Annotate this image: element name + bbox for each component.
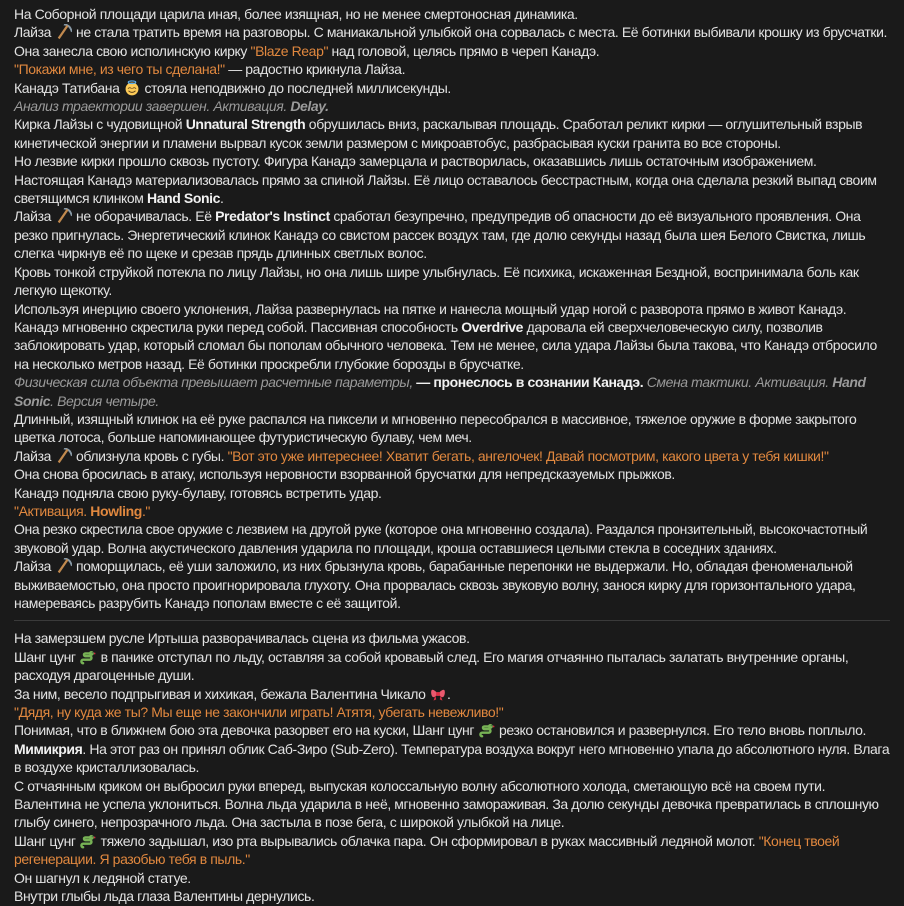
paragraph <box>14 685 890 703</box>
quote-bold-segment: Howling <box>90 502 142 519</box>
paragraph <box>14 795 890 832</box>
paragraph <box>14 60 890 78</box>
paragraph <box>14 5 890 23</box>
paragraph <box>14 318 890 373</box>
text-segment: Он шагнул к ледяной статуе. <box>14 869 191 886</box>
quote-segment: "Дядя, ну куда же ты? Мы еще не закончили играть! Атятя, убегать невежливо!" <box>14 704 504 721</box>
text-segment: На замерзшем русле Иртыша разворачивалась сцена из фильма ужасов. <box>14 630 470 647</box>
bold-text-segment: — пронеслось в сознании Канадэ. <box>416 374 644 391</box>
bold-text-segment: Мимикрия <box>14 740 83 757</box>
paragraph <box>14 115 890 152</box>
paragraph <box>14 832 890 869</box>
text-segment: Канадэ подняла свою руку-булаву, готовясь встретить удар. <box>14 484 382 501</box>
text-segment: — радостно крикнула Лайза. <box>224 61 406 78</box>
bold-text-segment: Overdrive <box>461 318 524 335</box>
paragraph <box>14 23 890 41</box>
italic-thought-segment: Смена тактики. Активация. <box>643 374 833 391</box>
paragraph <box>14 777 890 795</box>
bold-text-segment: Predator's Instinct <box>215 208 330 225</box>
paragraph <box>14 520 890 557</box>
text-segment: в панике отступал по льду, оставляя за собой кровавый след. Его магия отчаянно пыталась залатать внутренние органы, расходуя драгоценные души. <box>14 648 849 684</box>
text-segment: . <box>220 190 224 207</box>
text-segment: стояла неподвижно до последней миллисекунды. <box>140 79 451 96</box>
message-divider <box>14 620 890 621</box>
text-segment: облизнула кровь с губы. <box>72 447 228 464</box>
bold-text-segment: Hand Sonic <box>147 190 221 207</box>
text-segment: Понимая, что в ближнем бою эта девочка разорвет его на куски, Шанг цунг <box>14 722 478 739</box>
snake-emoji <box>80 833 96 849</box>
text-segment: Шанг цунг <box>14 832 80 849</box>
paragraph <box>14 869 890 887</box>
text-segment: Канадэ мгновенно скрестила руки перед собой. Пассивная способность <box>14 318 462 335</box>
text-segment: Кирка Лайзы с чудовищной <box>14 116 186 133</box>
text-segment: не оборачивалась. Её <box>72 208 216 225</box>
paragraph <box>14 703 890 721</box>
pickaxe-emoji <box>56 558 72 574</box>
quote-segment: "Вот это уже интереснее! Хватит бегать, ангелочек! Давай посмотрим, какого цвета у тебя кишки!" <box>227 447 829 464</box>
text-segment: над головой, целясь прямо в череп Канадэ. <box>328 42 600 59</box>
text-segment: Кровь тонкой струйкой потекла по лицу Лайзы, но она лишь шире улыбнулась. Её психика, искаженная Бездной, воспринимала боль как легкую щекотку. <box>14 263 859 299</box>
italic-thought-segment: Физическая сила объекта превышает расчетные параметры, <box>14 374 417 391</box>
paragraph <box>14 300 890 318</box>
text-segment: . На этот раз он принял облик Саб-Зиро (Sub-Zero). Температура воздуха вокруг него мгновенно упала до абсолютного нуля. Влага в воздухе кристаллизовалась. <box>14 740 890 776</box>
paragraph <box>14 207 890 262</box>
text-segment: Она занесла свою исполинскую кирку <box>14 42 251 59</box>
italic-thought-segment: Анализ траектории завершен. Активация. <box>14 98 291 115</box>
text-segment: Внутри глыбы льда глаза Валентины дернулись. <box>14 888 315 905</box>
italic-bold-segment: Delay. <box>290 98 329 115</box>
text-segment: сработал безупречно, предупредив об опасности до её визуального проявления. Она резко пригнулась. Энергетический клинок Канадэ со свистом рассек воздух там, где долю секунды назад была шея Белого Свистка, лишь слегка чиркнув её по щеке и срезав прядь длинных светлых волос. <box>14 208 866 262</box>
text-segment: Она снова бросилась в атаку, используя неровности взорванной брусчатки для непредсказуемых прыжков. <box>14 466 675 483</box>
italic-thought-segment: . Версия четыре. <box>50 392 159 409</box>
text-segment: Длинный, изящный клинок на её руке распался на пиксели и мгновенно пересобрался в массивное, тяжелое оружие в форме закрытого цветка лотоса, больше напоминающее футуристическую булаву, чем меч. <box>14 410 857 446</box>
message-block-1 <box>14 5 890 612</box>
quote-segment: "Конец твоей регенерации. Я разобью тебя в пыль." <box>14 832 840 868</box>
paragraph <box>14 721 890 739</box>
text-segment: На Соборной площади царила иная, более изящная, но не менее смертоносная динамика. <box>14 6 578 22</box>
text-segment: Лайза <box>14 447 55 464</box>
paragraph <box>14 740 890 777</box>
pickaxe-emoji <box>56 448 72 464</box>
paragraph <box>14 42 890 60</box>
text-segment: За ним, весело подпрыгивая и хихикая, бежала Валентина Чикало <box>14 685 430 702</box>
angel-halo-emoji <box>124 80 140 96</box>
pickaxe-emoji <box>56 24 72 40</box>
message-block-2 <box>14 629 890 905</box>
quote-segment: "Покажи мне, из чего ты сделана!" <box>14 61 225 78</box>
text-segment: Валентина не успела уклониться. Волна льда ударила в неё, мгновенно замораживая. За долю секунды девочка превратилась в сплошную глыбу синего, непрозрачного льда. Она застыла в позе бега, с широкой улыбкой на лице. <box>14 796 879 831</box>
paragraph <box>14 887 890 905</box>
paragraph <box>14 465 890 483</box>
paragraph <box>14 410 890 447</box>
text-segment: Но лезвие кирки прошло сквозь пустоту. Фигура Канадэ замерцала и растворилась, оказавшись лишь остаточным изображением. <box>14 153 817 170</box>
snake-emoji <box>479 722 495 738</box>
chat-log <box>14 5 890 906</box>
paragraph <box>14 447 890 465</box>
text-segment: Она резко скрестила свое оружие с лезвием на другой руке (которое она мгновенно создала). Раздался пронзительный, высокочастотный звуковой удар. Волна акустического давления ударила по площади, кроша оставшиеся целыми стекла в соседних зданиях. <box>14 521 868 556</box>
quote-segment: ." <box>141 502 150 519</box>
text-segment: Канадэ Татибана <box>14 79 123 96</box>
snake-emoji <box>80 649 96 665</box>
quote-segment: "Активация. <box>14 502 91 519</box>
paragraph <box>14 97 890 115</box>
text-segment: Лайза <box>14 24 55 41</box>
text-segment: не стала тратить время на разговоры. С маниакальной улыбкой она сорвалась с места. Её ботинки выбивали крошку из брусчатки. <box>72 24 888 41</box>
text-segment: даровала ей сверхчеловеческую силу, позволив заблокировать удар, который сломал бы пополам обычного человека. Тем не менее, сила удара Лайзы была такова, что Канадэ отбросило на несколько метров назад. Её ботинки проскребли глубокие борозды в брусчатке. <box>14 318 877 372</box>
text-segment: . <box>447 685 451 702</box>
paragraph <box>14 629 890 647</box>
pickaxe-emoji <box>56 208 72 224</box>
paragraph <box>14 557 890 612</box>
text-segment: обрушилась вниз, раскалывая площадь. Сработал реликт кирки — оглушительный взрыв кинетической энергии и пламени вырвал кусок земли размером с микроавтобус, разбрасывая куски гранита во все стороны. <box>14 116 863 151</box>
paragraph <box>14 79 890 97</box>
text-segment: тяжело задышал, изо рта вырывались облачка пара. Он сформировал в руках массивный ледяной молот. <box>97 832 759 849</box>
paragraph <box>14 373 890 410</box>
text-segment: С отчаянным криком он выбросил руки вперед, выпуская колоссальную волну абсолютного холода, сметающую всё на своем пути. <box>14 777 826 794</box>
paragraph <box>14 171 890 208</box>
bold-text-segment: Unnatural Strength <box>185 116 306 133</box>
text-segment: поморщилась, её уши заложило, из них брызнула кровь, барабанные перепонки не выдержали. Но, обладая феноменальной выживаемостью, она просто проигнорировала глухоту. Она прорвалась сквозь звуковую волну, занося кирку для горизонтального удара, намереваясь разрубить Канадэ пополам вместе с её защитой. <box>14 558 856 611</box>
text-segment: резко остановился и развернулся. Его тело вновь поплыло. <box>495 722 867 739</box>
text-segment: Лайза <box>14 558 55 575</box>
text-segment: Настоящая Канадэ материализовалась прямо за спиной Лайзы. Её лицо оставалось бесстрастным, когда она сделала резкий выпад своим светящимся клинком <box>14 171 877 207</box>
paragraph <box>14 648 890 685</box>
paragraph <box>14 484 890 502</box>
italic-bold-segment: Hand Sonic <box>14 374 866 409</box>
quote-segment: "Blaze Reap" <box>250 42 329 59</box>
text-segment: Шанг цунг <box>14 648 80 665</box>
paragraph <box>14 263 890 300</box>
paragraph <box>14 502 890 520</box>
text-segment: Лайза <box>14 208 55 225</box>
ribbon-emoji <box>430 686 446 702</box>
paragraph <box>14 152 890 170</box>
text-segment: Используя инерцию своего уклонения, Лайза развернулась на пятке и нанесла мощный удар ногой с разворота прямо в живот Канадэ. <box>14 300 847 317</box>
